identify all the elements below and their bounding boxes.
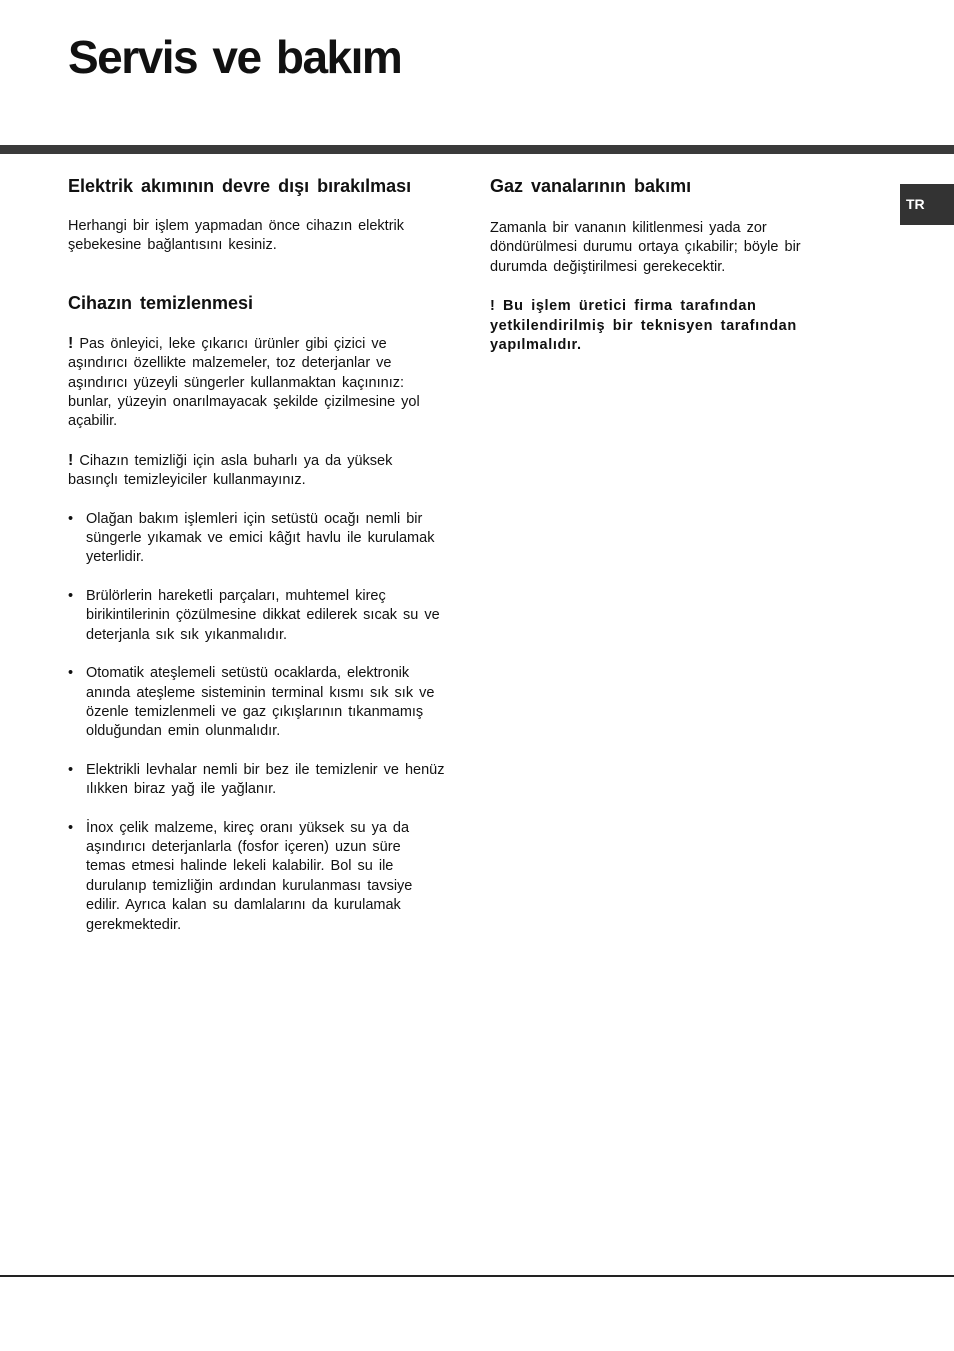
header-rule <box>0 145 954 154</box>
cleaning-warning-1 <box>68 334 446 432</box>
section-power-disconnect <box>68 176 446 256</box>
section-cleaning <box>68 293 446 935</box>
warning-mark: ! <box>68 451 74 469</box>
cleaning-warning-2-text: Cihazın temizliği için asla buharlı ya da yüksek basınçlı temizleyiciler kullanmayınız. <box>68 452 393 489</box>
section-gas-valves <box>490 176 824 355</box>
left-column <box>68 176 446 935</box>
power-paragraph: Herhangi bir işlem yapmadan önce cihazın elektrik şebekesine bağlantısını kesiniz. <box>68 218 404 254</box>
cleaning-warning-1-text: Pas önleyici, leke çıkarıcı ürünler gibi çizici ve aşındırıcı özellikte malzemeler, toz deterjanlar ve aşındırıcı yüzeyli süngerler kullanmaktan kaçınınız: bunlar, yüzeyin onarılmayacak şekilde çizilmesine yol açabilir. <box>68 335 420 430</box>
gas-valves-paragraph: Zamanla bir vananın kilitlenmesi yada zor döndürülmesi durumu ortaya çıkabilir; böyle bir durumda değiştirilmesi gerekecektir. <box>490 220 801 275</box>
cleaning-list <box>68 510 446 935</box>
list-item: • Olağan bakım işlemleri için setüstü ocağı nemli bir süngerle yıkamak ve emici kâğıt havlu ile kurulamak yeterlidir. <box>68 510 446 568</box>
gas-valves-warning: ! Bu işlem üretici firma tarafından yetkilendirilmiş bir teknisyen tarafından yapılmalıdır. <box>490 298 797 354</box>
section-heading-power: Elektrik akımının devre dışı bırakılması <box>68 176 412 196</box>
list-item: • Elektrikli levhalar nemli bir bez ile temizlenir ve henüz ılıkken biraz yağ ile yağlanır. <box>68 761 446 800</box>
section-heading-cleaning: Cihazın temizlenmesi <box>68 292 254 313</box>
language-tab: TR <box>900 184 954 225</box>
page-title: Servis ve bakım <box>68 31 402 83</box>
list-item: • Otomatik ateşlemeli setüstü ocaklarda, elektronik anında ateşleme sisteminin terminal kısmı sık sık ve özenle temizlenmeli ve gaz çıkışlarının tıkanmamış olduğundan emin olunmalıdır. <box>68 664 446 742</box>
warning-mark: ! <box>68 334 74 352</box>
section-heading-gas-valves: Gaz vanalarının bakımı <box>490 176 692 196</box>
list-item: • Brülörlerin hareketli parçaları, muhtemel kireç birikintilerinin çözülmesine dikkat edilerek sıcak su ve deterjanla sık sık yıkanmalıdır. <box>68 587 446 645</box>
list-item: • İnox çelik malzeme, kireç oranı yüksek su ya da aşındırıcı deterjanlarla (fosfor içeren) uzun süre temas etmesi halinde lekeli kalabilir. Bol su ile durulanıp temizliğin ardından kurulanması tavsiye edilir. Ayrıca kalan su damlalarını da kurulamak gerekmektedir. <box>68 819 446 935</box>
cleaning-warning-2 <box>68 451 446 491</box>
footer-rule <box>0 1275 954 1277</box>
right-column <box>490 176 824 355</box>
